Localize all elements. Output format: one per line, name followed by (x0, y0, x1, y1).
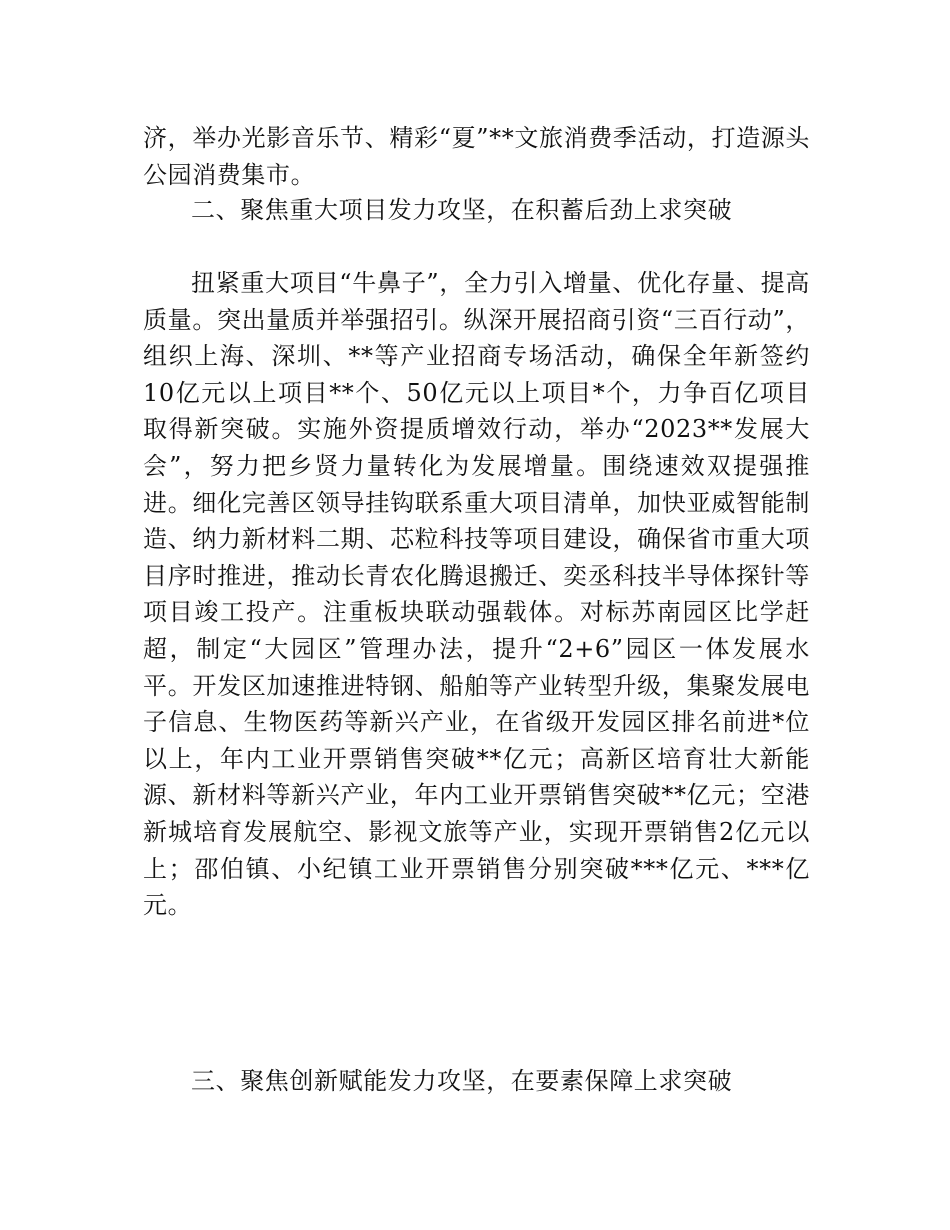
section-three-heading: 三、聚焦创新赋能发力攻坚，在要素保障上求突破 (191, 1067, 733, 1095)
section-two-body-paragraph: 扭紧重大项目“牛鼻子”，全力引入增量、优化存量、提高质量。突出量质并举强招引。纵深开展招商引资“三百行动”，组织上海、深圳、**等产业招商专场活动，确保全年新签约10亿元以上项目**个、50亿元以上项目*个，力争百亿项目取得新突破。实施外资提质增效行动，举办“2023**发展大会”，努力把乡贤力量转化为发展增量。围绕速效双提强推进。细化完善区领导挂钩联系重大项目清单，加快亚威智能制造、纳力新材料二期、芯粒科技等项目建设，确保省市重大项目序时推进，推动长青农化腾退搬迁、奕丞科技半导体探针等项目竣工投产。注重板块联动强载体。对标苏南园区比学赶超，制定“大园区”管理办法，提升“2+6”园区一体发展水平。开发区加速推进特钢、船舶等产业转型升级，集聚发展电子信息、生物医药等新兴产业，在省级开发园区排名前进*位以上，年内工业开票销售突破**亿元；高新区培育壮大新能源、新材料等新兴产业，年内工业开票销售突破**亿元；空港新城培育发展航空、影视文旅等产业，实现开票销售2亿元以上；邵伯镇、小纪镇工业开票销售分别突破***亿元、***亿元。 (143, 269, 810, 920)
continuation-paragraph: 济，举办光影音乐节、精彩“夏”**文旅消费季活动，打造源头公园消费集市。 (143, 124, 810, 189)
section-two-heading: 二、聚焦重大项目发力攻坚，在积蓄后劲上求突破 (191, 196, 733, 224)
